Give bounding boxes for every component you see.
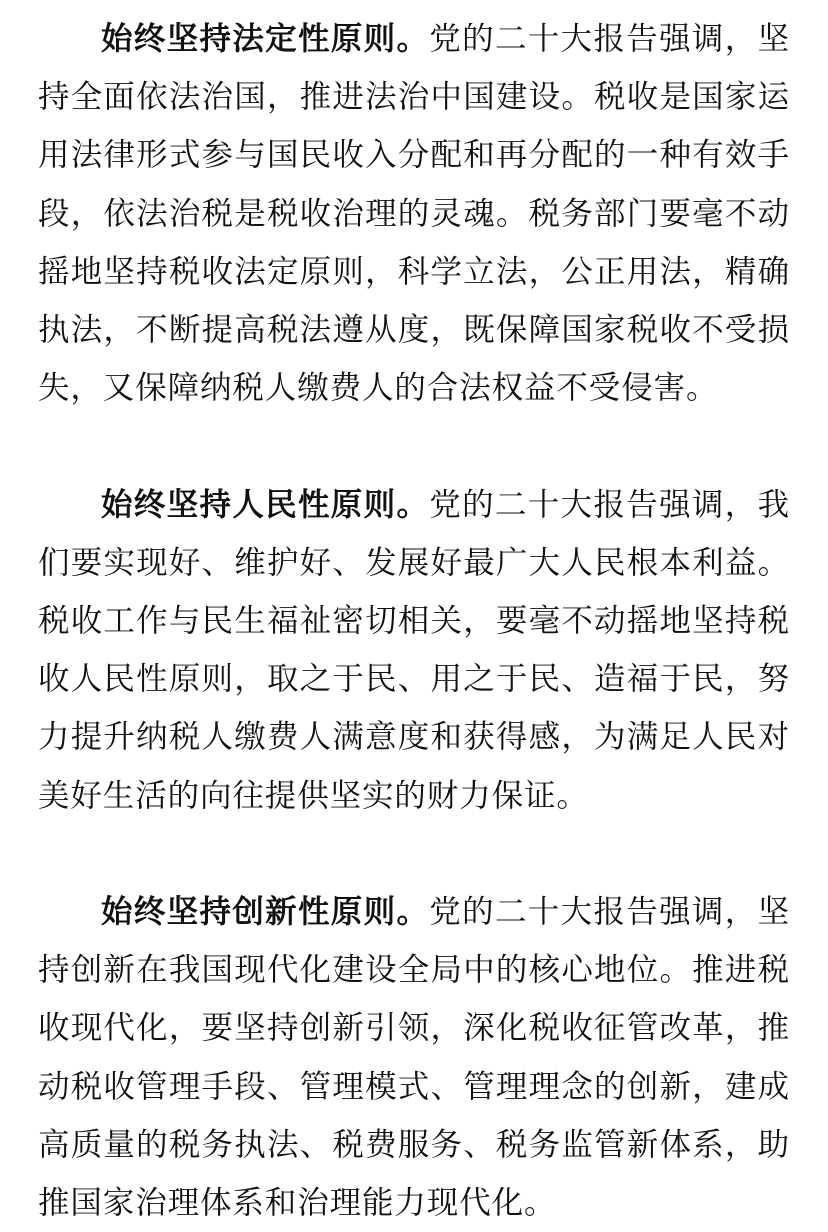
paragraph-text: 党的二十大报告强调，坚持全面依法治国，推进法治中国建设。税收是国家运用法律形式参与国民收入分配和再分配的一种有效手段，依法治税是税收治理的灵魂。税务部门要毫不动摇地坚持税收法定原则，科学立法，公正用法，精确执法，不断提高税法遵从度，既保障国家税收不受损失，又保障纳税人缴费人的合法权益不受侵害。 (38, 21, 790, 407)
paragraph-text: 党的二十大报告强调，坚持创新在我国现代化建设全局中的核心地位。推进税收现代化，要坚持创新引领，深化税收征管改革，推动税收管理手段、管理模式、管理理念的创新，建成高质量的税务执法、税费服务、税务监管新体系，助推国家治理体系和治理能力现代化。 (38, 894, 790, 1222)
paragraph-lead: 始终坚持法定性原则。 (101, 21, 430, 57)
paragraph-lead: 始终坚持人民性原则。 (101, 486, 430, 523)
paragraph-legality-principle (38, 10, 790, 417)
paragraph-text: 党的二十大报告强调，我们要实现好、维护好、发展好最广大人民根本利益。税收工作与民生福祉密切相关，要毫不动摇地坚持税收人民性原则，取之于民、用之于民、造福于民，努力提升纳税人缴费人满意度和获得感，为满足人民对美好生活的向往提供坚实的财力保证。 (38, 486, 790, 814)
paragraph-innovation-principle (38, 883, 790, 1232)
paragraph-lead: 始终坚持创新性原则。 (101, 894, 430, 931)
paragraph-people-principle (38, 476, 790, 825)
article-body (38, 10, 790, 1232)
